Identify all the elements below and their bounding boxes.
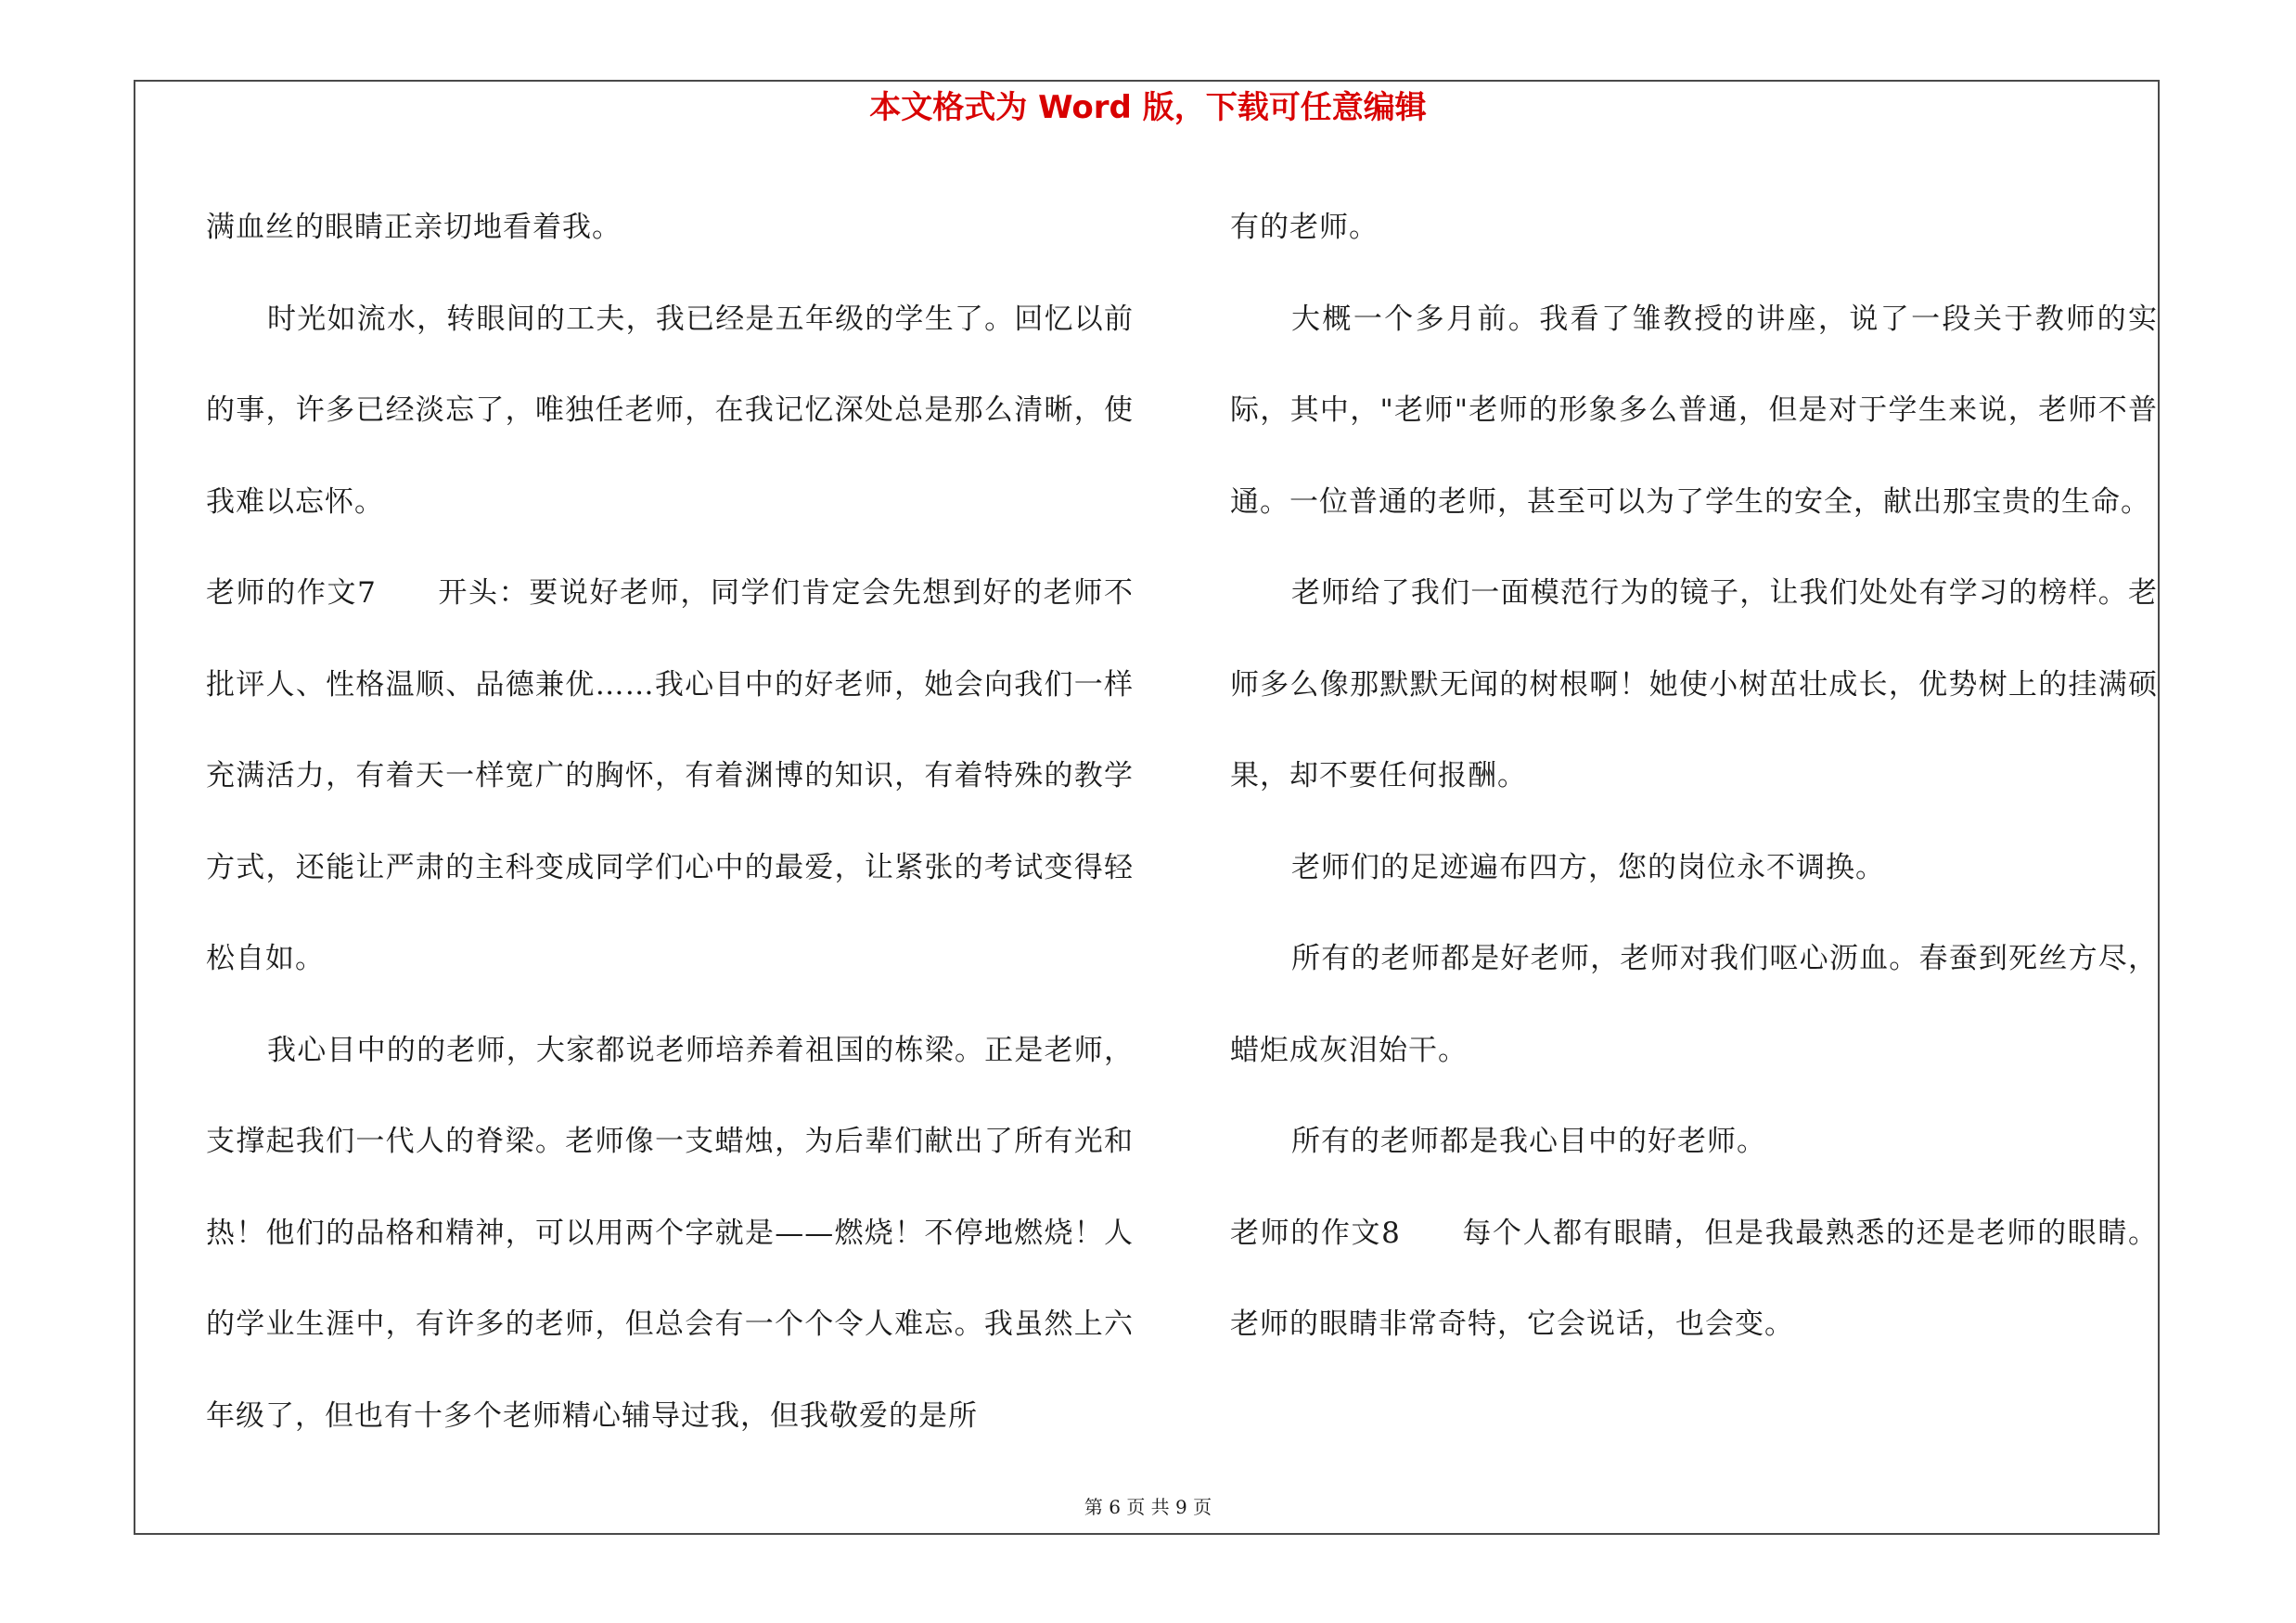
paragraph bbox=[1230, 1188, 2158, 1371]
left-text-column bbox=[206, 182, 1134, 1462]
paragraph: 所有的老师都是我心目中的好老师。 bbox=[1291, 1125, 1766, 1158]
paragraph-text: 每个人都有眼睛，但是我最熟悉的还是老师的眼睛。老师的眼睛非常奇特，它会说话，也会变。 bbox=[1230, 1216, 2158, 1341]
paragraph: 满血丝的眼睛正亲切地看着我。 bbox=[206, 211, 622, 244]
paragraph: 大概一个多月前。我看了雏教授的讲座，说了一段关于教师的实际，其中，"老师"老师的形象多么普通，但是对于学生来说，老师不普通。一位普通的老师，甚至可以为了学生的安全，献出那宝贵的生命。 bbox=[1230, 302, 2158, 519]
document-header-title: 本文格式为 Word 版，下载可任意编辑 bbox=[869, 89, 1427, 126]
paragraph: 老师给了我们一面模范行为的镜子，让我们处处有学习的榜样。老师多么像那默默无闻的树根啊！她使小树茁壮成长，优势树上的挂满硕果，却不要任何报酬。 bbox=[1230, 576, 2158, 792]
page-number-footer: 第 6 页 共 9 页 bbox=[1084, 1496, 1212, 1518]
paragraph: 我心目中的的老师，大家都说老师培养着祖国的栋梁。正是老师，支撑起我们一代人的脊梁。老师像一支蜡烛，为后辈们献出了所有光和热！他们的品格和精神，可以用两个字就是——燃烧！不停地燃烧！人的学业生涯中，有许多的老师，但总会有一个个令人难忘。我虽然上六年级了，但也有十多个老师精心辅导过我，但我敬爱的是所 bbox=[206, 1033, 1134, 1433]
paragraph: 老师们的足迹遍布四方，您的岗位永不调换。 bbox=[1291, 850, 1885, 884]
right-text-column bbox=[1230, 182, 2158, 1371]
essay-heading: 老师的作文7 bbox=[206, 576, 377, 610]
paragraph: 有的老师。 bbox=[1230, 211, 1379, 244]
paragraph bbox=[206, 547, 1134, 1005]
paragraph-text: 开头：要说好老师，同学们肯定会先想到好的老师不批评人、性格温顺、品德兼优……我心目中的好老师，她会向我们一样充满活力，有着天一样宽广的胸怀，有着渊博的知识，有着特殊的教学方式，还能让严肃的主科变成同学们心中的最爱，让紧张的考试变得轻松自如。 bbox=[206, 576, 1134, 975]
paragraph: 时光如流水，转眼间的工夫，我已经是五年级的学生了。回忆以前的事，许多已经淡忘了，唯独任老师，在我记忆深处总是那么清晰，使我难以忘怀。 bbox=[206, 302, 1134, 519]
essay-heading: 老师的作文8 bbox=[1230, 1216, 1401, 1250]
paragraph: 所有的老师都是好老师，老师对我们呕心沥血。春蚕到死丝方尽，蜡炬成灰泪始干。 bbox=[1230, 942, 2158, 1067]
